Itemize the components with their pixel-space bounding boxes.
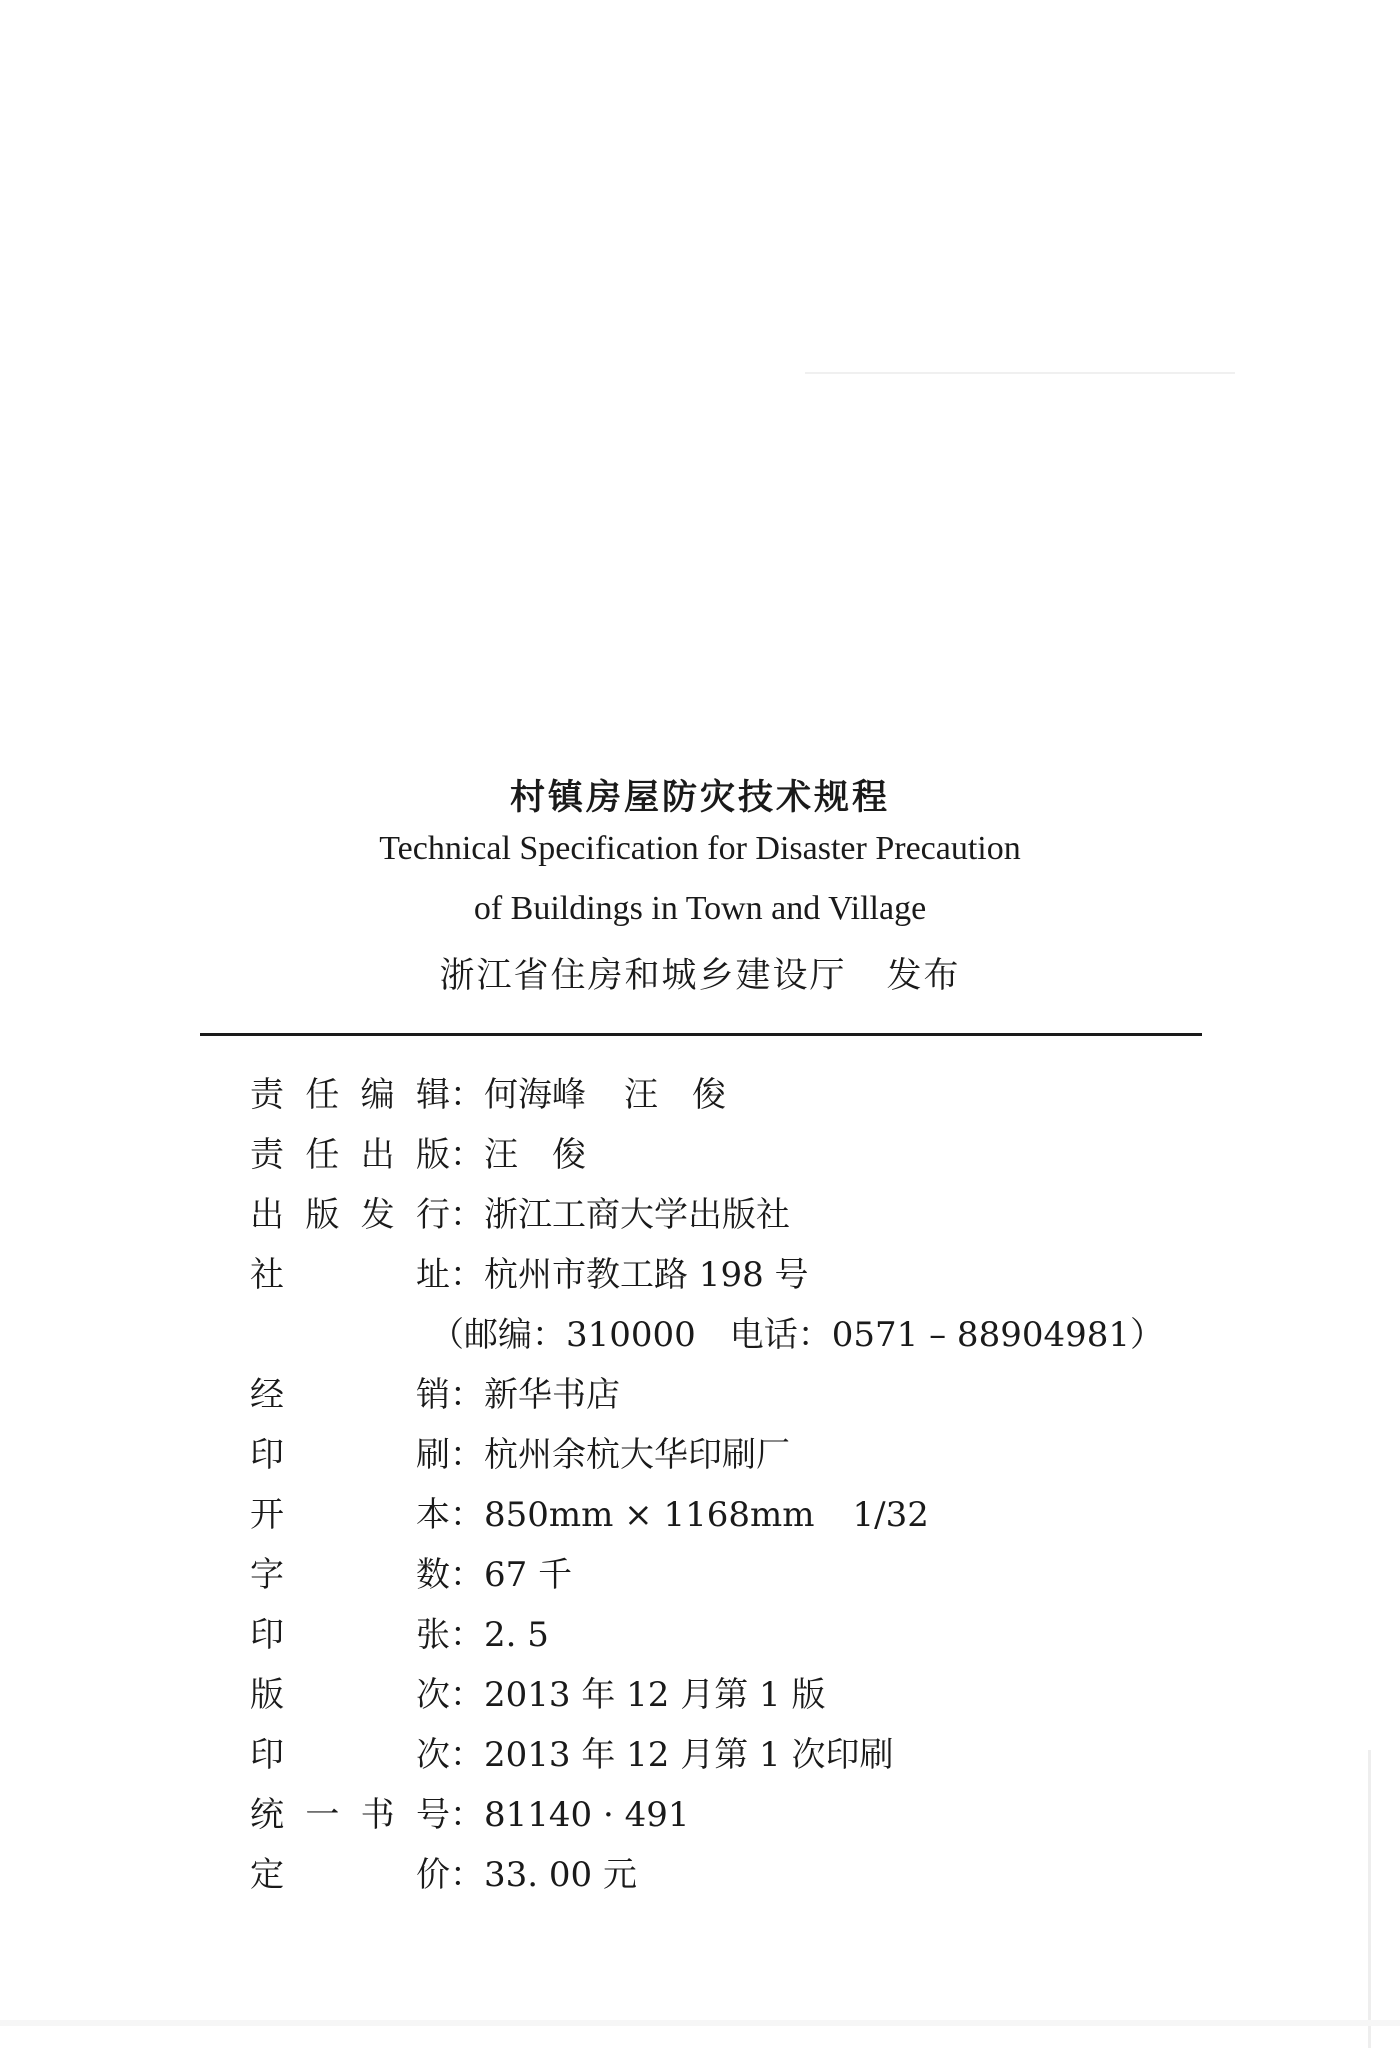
row-distributor: 经 销 ： 新华书店 bbox=[250, 1365, 1250, 1425]
row-printer: 印 刷 ： 杭州余杭大华印刷厂 bbox=[250, 1425, 1250, 1485]
sheets-label: 印 张 bbox=[250, 1615, 450, 1655]
isbn-value: 81140 · 491 bbox=[484, 1795, 690, 1835]
row-isbn: 统一书号 ： 81140 · 491 bbox=[250, 1785, 1250, 1845]
publishing-label: 责任出版 bbox=[250, 1135, 450, 1175]
row-printing: 印 次 ： 2013 年 12 月第 1 次印刷 bbox=[250, 1725, 1250, 1785]
issuer-line bbox=[0, 948, 1400, 998]
contact-value: （邮编：310000 电话：0571 – 88904981） bbox=[430, 1315, 1164, 1355]
row-publishing: 责任出版 ： 汪 俊 bbox=[250, 1125, 1250, 1185]
row-publisher: 出版发行 ： 浙江工商大学出版社 bbox=[250, 1185, 1250, 1245]
issuer-name: 浙江省住房和城乡建设厅 bbox=[439, 956, 847, 996]
row-editor: 责任编辑 ： 何海峰 汪 俊 bbox=[250, 1065, 1250, 1125]
format-value-2: 1/32 bbox=[852, 1495, 929, 1535]
isbn-label: 统一书号 bbox=[250, 1795, 450, 1835]
row-format: 开 本 ： 850mm × 1168mm 1/32 bbox=[250, 1485, 1250, 1545]
editor-value-2: 汪 俊 bbox=[624, 1075, 726, 1115]
row-address: 社 址 ： 杭州市教工路 198 号 bbox=[250, 1245, 1250, 1305]
book-title-english-line2: of Buildings in Town and Village bbox=[473, 890, 927, 927]
publisher-label: 出版发行 bbox=[250, 1195, 450, 1235]
price-value: 33. 00 元 bbox=[484, 1855, 637, 1895]
editor-value: 何海峰 bbox=[484, 1075, 586, 1115]
editor-label: 责任编辑 bbox=[250, 1075, 450, 1115]
publisher-value: 浙江工商大学出版社 bbox=[484, 1195, 790, 1235]
format-label: 开 本 bbox=[250, 1495, 450, 1535]
sheets-value: 2. 5 bbox=[484, 1615, 549, 1655]
scan-artifact bbox=[0, 2020, 1400, 2026]
word-count-label: 字 数 bbox=[250, 1555, 450, 1595]
publishing-value: 汪 俊 bbox=[484, 1135, 586, 1175]
divider-rule bbox=[200, 1033, 1202, 1036]
format-value: 850mm × 1168mm bbox=[484, 1495, 815, 1535]
book-title-english-line1: Technical Specification for Disaster Precaution bbox=[379, 830, 1021, 867]
printer-label: 印 刷 bbox=[250, 1435, 450, 1475]
scan-artifact bbox=[805, 372, 1235, 374]
scan-artifact bbox=[1368, 1750, 1371, 2048]
printing-value: 2013 年 12 月第 1 次印刷 bbox=[484, 1735, 894, 1775]
price-label: 定 价 bbox=[250, 1855, 450, 1895]
address-label: 社 址 bbox=[250, 1255, 450, 1295]
printer-value: 杭州余杭大华印刷厂 bbox=[484, 1435, 790, 1475]
distributor-label: 经 销 bbox=[250, 1375, 450, 1415]
printing-label: 印 次 bbox=[250, 1735, 450, 1775]
edition-value: 2013 年 12 月第 1 版 bbox=[484, 1675, 826, 1715]
colophon-info bbox=[250, 1065, 1250, 1905]
row-word-count: 字 数 ： 67 千 bbox=[250, 1545, 1250, 1605]
issue-word: 发布 bbox=[886, 956, 961, 996]
row-sheets: 印 张 ： 2. 5 bbox=[250, 1605, 1250, 1665]
address-value: 杭州市教工路 198 号 bbox=[484, 1255, 809, 1295]
row-price: 定 价 ： 33. 00 元 bbox=[250, 1845, 1250, 1905]
row-edition: 版 次 ： 2013 年 12 月第 1 版 bbox=[250, 1665, 1250, 1725]
row-contact bbox=[250, 1305, 1250, 1365]
book-title-chinese: 村镇房屋防灾技术规程 bbox=[509, 778, 890, 818]
edition-label: 版 次 bbox=[250, 1675, 450, 1715]
distributor-value: 新华书店 bbox=[484, 1375, 620, 1415]
word-count-value: 67 千 bbox=[484, 1555, 573, 1595]
